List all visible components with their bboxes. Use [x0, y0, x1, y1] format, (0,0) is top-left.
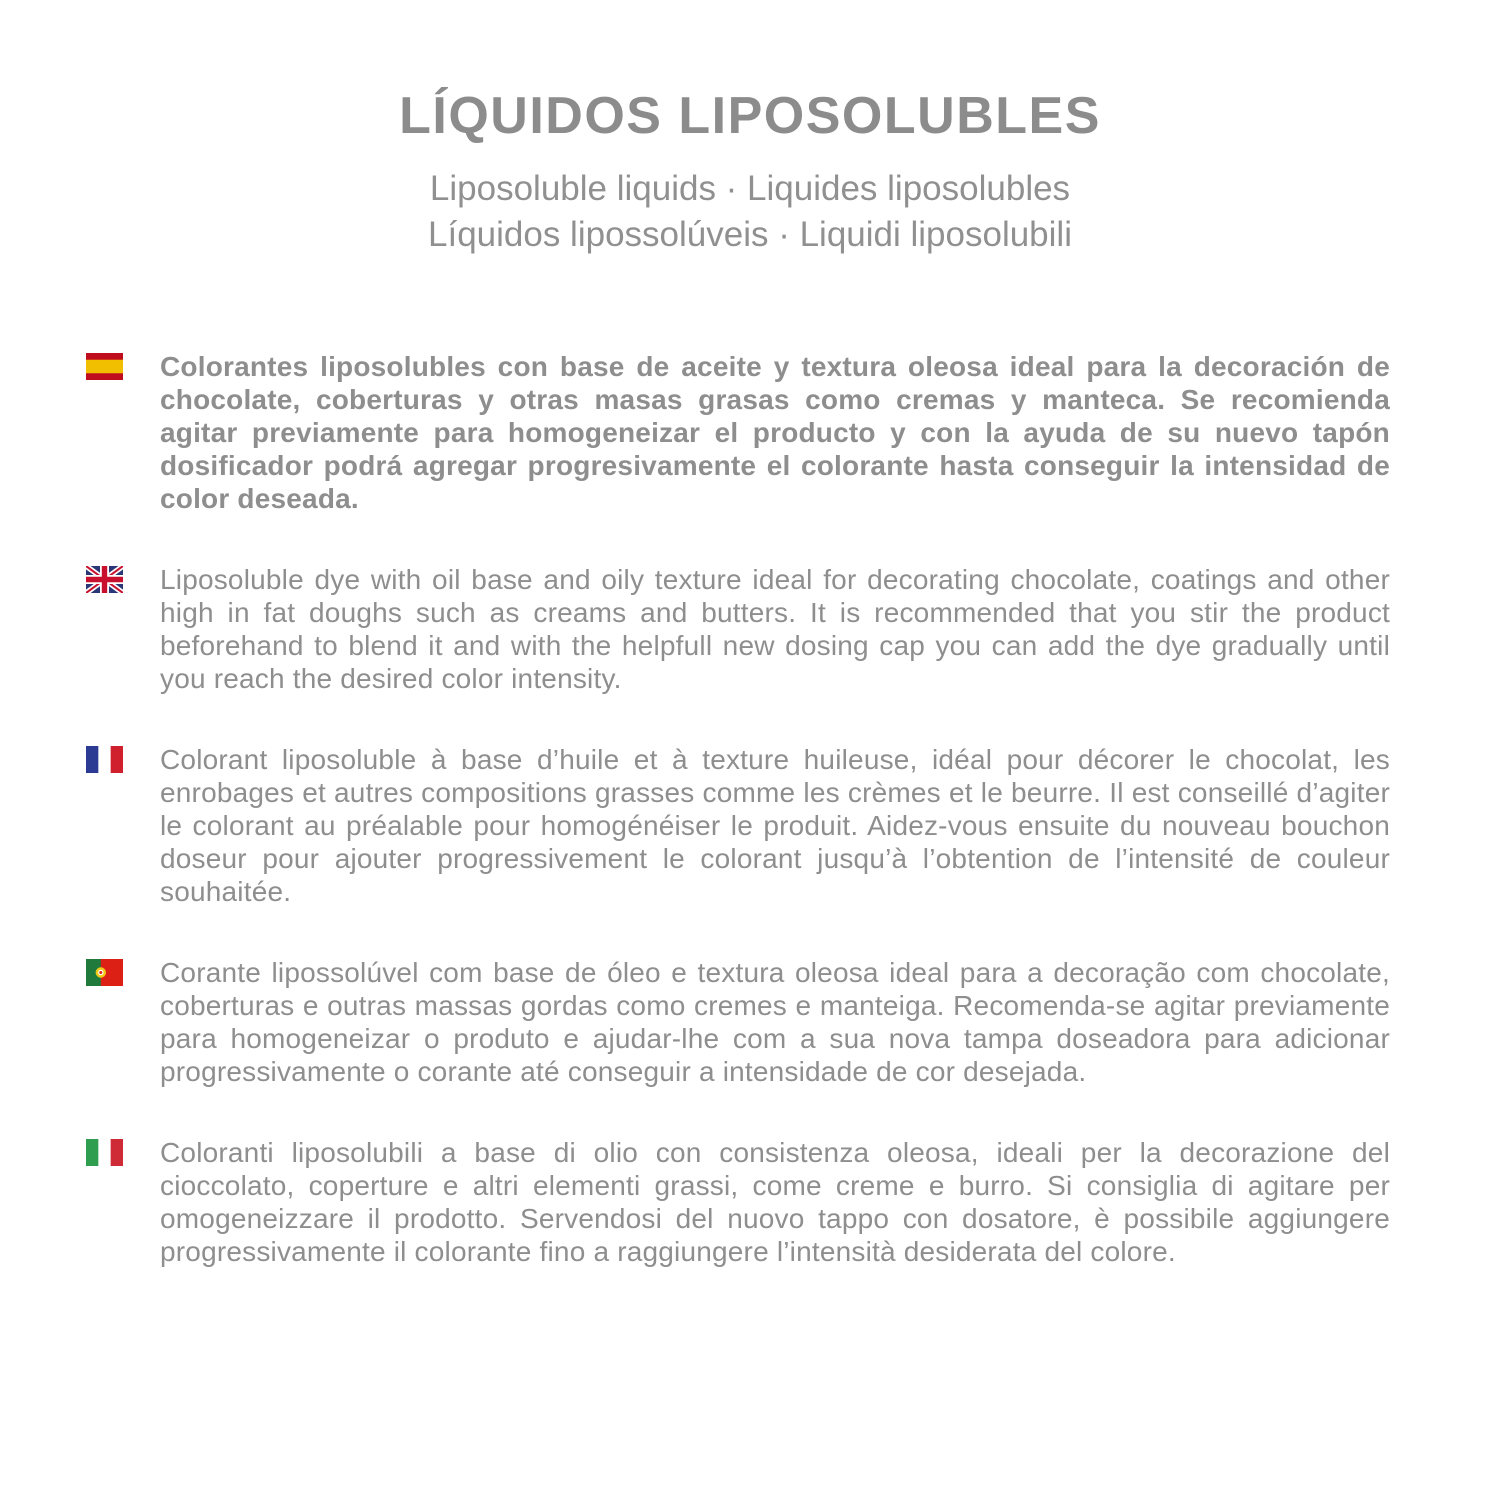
- spain-flag-icon: [86, 353, 123, 380]
- uk-flag-icon: [86, 566, 123, 593]
- paragraph-text-portuguese: Corante lipossolúvel com base de óleo e textura oleosa ideal para a decoração com chocolate, coberturas e outras massas gordas como cremes e manteiga. Recomenda-se agitar previamente para homogeneizar o produto e ajudar-lhe com a sua nova tampa doseadora para adicionar progressivamente o corante até conseguir a intensidade de cor desejada.: [160, 957, 1390, 1087]
- page-title: LÍQUIDOS LIPOSOLUBLES: [399, 87, 1101, 145]
- paragraph-italian: [86, 1136, 1390, 1268]
- portugal-flag-icon: [86, 959, 123, 986]
- paragraph-text-italian: Coloranti liposolubili a base di olio con consistenza oleosa, ideali per la decorazione del cioccolato, coperture e altri elementi grassi, come creme e burro. Si consiglia di agitare per omogeneizzare il prodotto. Servendosi del nuovo tappo con dosatore, è possibile aggiungere progressivamente il colorante fino a raggiungere l’intensità desiderata del colore.: [160, 1137, 1390, 1267]
- language-paragraphs: [0, 350, 1500, 1268]
- header: [0, 0, 1500, 258]
- paragraph-spanish: [86, 350, 1390, 515]
- paragraph-french: [86, 743, 1390, 908]
- france-flag-icon: [86, 746, 123, 773]
- paragraph-portuguese: [86, 956, 1390, 1088]
- paragraph-text-spanish: Colorantes liposolubles con base de aceite y textura oleosa ideal para la decoración de chocolate, coberturas y otras masas grasas como cremas y manteca. Se recomienda agitar previamente para homogeneizar el producto y con la ayuda de su nuevo tapón dosificador podrá agregar progresivamente el colorante hasta conseguir la intensidad de color deseada.: [160, 351, 1390, 514]
- italy-flag-icon: [86, 1139, 123, 1166]
- paragraph-english: [86, 563, 1390, 695]
- subtitle-line-1: Liposoluble liquids · Liquides liposolubles: [429, 169, 1071, 208]
- paragraph-text-english: Liposoluble dye with oil base and oily texture ideal for decorating chocolate, coatings and other high in fat doughs such as creams and butters. It is recommended that you stir the product beforehand to blend it and with the helpfull new dosing cap you can add the dye gradually until you reach the desired color intensity.: [160, 564, 1390, 694]
- paragraph-text-french: Colorant liposoluble à base d’huile et à texture huileuse, idéal pour décorer le chocolat, les enrobages et autres compositions grasses comme les crèmes et le beurre. Il est conseillé d’agiter le colorant au préalable pour homogénéiser le produit. Aidez-vous ensuite du nouveau bouchon doseur pour ajouter progressivement le colorant jusqu’à l’obtention de l’intensité de couleur souhaitée.: [160, 744, 1390, 907]
- subtitle-line-2: Líquidos lipossolúveis · Liquidi liposolubili: [428, 215, 1072, 254]
